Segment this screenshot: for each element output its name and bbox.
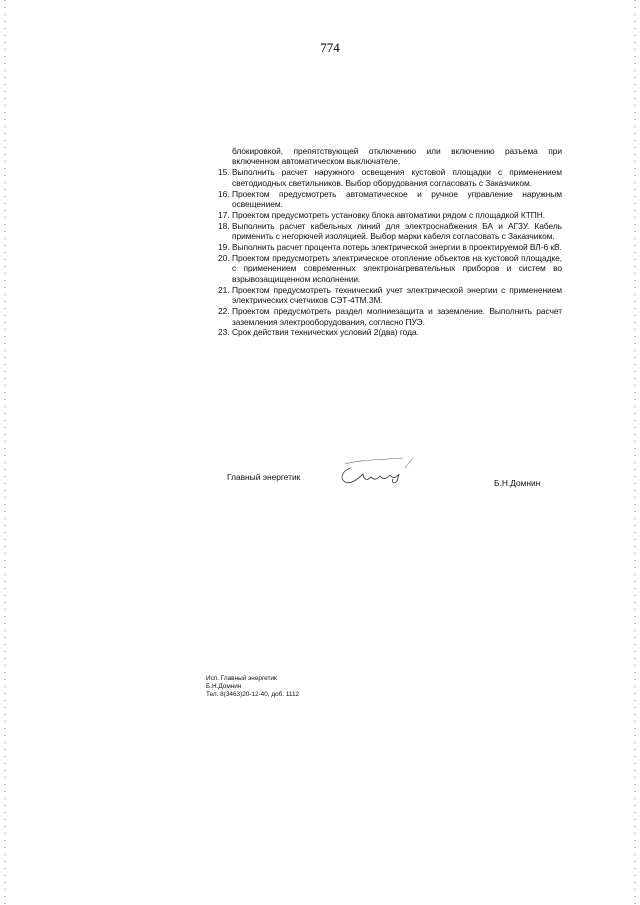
footer-line: Исп. Главный энергетик [206, 675, 277, 682]
left-scan-edge [4, 0, 6, 905]
item-text: Срок действия технических условий 2(два) года. [232, 327, 419, 338]
item-number: 23. [218, 327, 230, 338]
item-text: Проектом предусмотреть электрическое отопление объектов на кустовой площадке, с применением современных электронагревательных приборов и систем во взрывозащищенном исполнении. [232, 253, 562, 284]
item-text: Проектом предусмотреть автоматическое и ручное управление наружным освещением. [232, 188, 562, 210]
conditions-list [218, 146, 562, 338]
executor-footer [206, 675, 299, 699]
right-scan-edge [634, 0, 636, 905]
signatory-name: Б.Н.Домнин [494, 478, 541, 488]
item-number: 19. [218, 242, 230, 253]
item-number: 21. [218, 284, 230, 295]
list-item [218, 285, 562, 306]
list-item [218, 327, 562, 337]
list-item [218, 189, 562, 210]
list-item [218, 253, 562, 284]
list-item [218, 306, 562, 327]
item-text: Проектом предусмотреть раздел молниезащита и заземление. Выполнить расчет заземления электрооборудования, согласно ПУЭ. [232, 306, 562, 327]
item-number: 15. [218, 167, 230, 178]
footer-line: Тел. 8(3463)20-12-40, доб. 1112 [206, 691, 300, 698]
footer-line: Б.Н.Домнин [206, 683, 242, 690]
item-text: Проектом предусмотреть технический учет электрической энергии с применением электрических счетчиков СЭТ-4ТМ.3М. [232, 284, 562, 306]
signatory-position: Главный энергетик [227, 472, 301, 482]
item-number: 16. [218, 188, 230, 199]
item-text: блокировкой, препятствующей отключению или включению разъема при включенном автоматическом выключателе. [232, 146, 562, 167]
item-number: 20. [218, 253, 230, 264]
handwritten-signature [333, 454, 423, 494]
item-text: Проектом предусмотреть установку блока автоматики рядом с площадкой КТПН. [232, 209, 546, 220]
item-text: Выполнить расчет процента потерь электрической энергии в проектируемой ВЛ-6 кВ. [232, 242, 562, 253]
item-number: 22. [218, 306, 230, 317]
list-item [218, 146, 562, 167]
list-item [218, 242, 562, 252]
list-item [218, 167, 562, 188]
signature-block [0, 470, 640, 510]
item-number: 17. [218, 209, 230, 220]
item-text: Выполнить расчет кабельных линий для электроснабжения БА и АГЗУ. Кабель применить с негорючей изоляцией. Выбор марки кабеля согласовать с Заказчиком. [232, 220, 562, 242]
list-item [218, 210, 562, 220]
item-number [218, 146, 232, 167]
list-item [218, 221, 562, 242]
item-number: 18. [218, 220, 230, 231]
page-number: 774 [320, 40, 340, 55]
item-text: Выполнить расчет наружного освещения кустовой площадки с применением светодиодных светильников. Выбор оборудования согласовать с Заказчиком. [232, 167, 562, 188]
